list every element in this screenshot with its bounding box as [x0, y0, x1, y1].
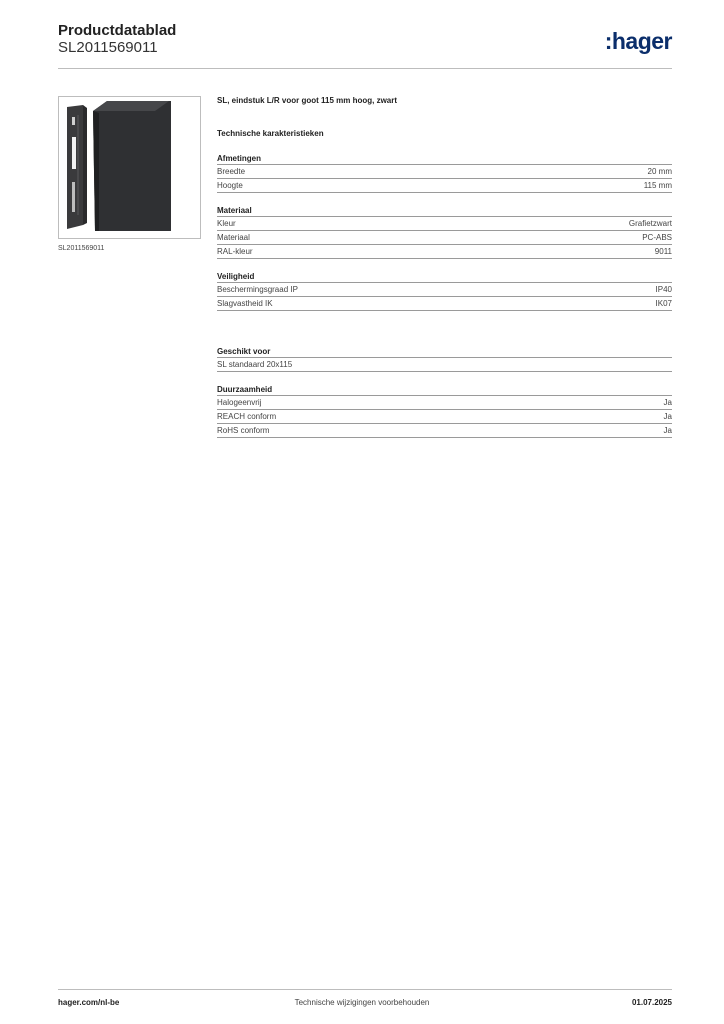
spec-label: Breedte — [217, 167, 246, 176]
section-geschikt-voor — [217, 347, 672, 372]
product-name: SL, eindstuk L/R voor goot 115 mm hoog, zwart — [217, 96, 398, 105]
footer-date: 01.07.2025 — [631, 998, 672, 1007]
spec-label: Hoogte — [217, 181, 243, 190]
spec-value: Ja — [663, 426, 672, 435]
spec-row — [217, 179, 672, 193]
section-title: Afmetingen — [217, 154, 672, 165]
spec-value: 20 mm — [647, 167, 672, 176]
spec-row — [217, 424, 672, 438]
spec-row — [217, 410, 672, 424]
spec-row — [217, 358, 672, 372]
spec-row — [217, 396, 672, 410]
spec-label: Beschermingsgraad IP — [217, 285, 298, 294]
spec-label: REACH conform — [217, 412, 277, 421]
page-header — [58, 22, 672, 69]
hager-logo: :hager — [604, 28, 672, 54]
header-divider — [58, 68, 672, 69]
section-veiligheid — [217, 272, 672, 311]
spec-value: IP40 — [655, 285, 672, 294]
document-title: Productdatablad — [58, 22, 177, 39]
spec-label: SL standaard 20x115 — [217, 360, 293, 369]
spec-row — [217, 283, 672, 297]
spec-label: Halogeenvrij — [217, 398, 262, 407]
technical-characteristics-heading: Technische karakteristieken — [217, 129, 324, 138]
spec-label: RAL-kleur — [217, 247, 253, 256]
section-title: Veiligheid — [217, 272, 672, 283]
spec-value: Grafietzwart — [628, 219, 672, 228]
spec-row — [217, 231, 672, 245]
product-image — [58, 96, 201, 239]
section-duurzaamheid — [217, 385, 672, 438]
spec-label: Kleur — [217, 219, 236, 228]
spec-value: IK07 — [655, 299, 672, 308]
product-details — [217, 96, 672, 438]
spec-row — [217, 245, 672, 259]
section-title: Materiaal — [217, 206, 672, 217]
spec-label: RoHS conform — [217, 426, 270, 435]
image-caption: SL2011569011 — [58, 245, 105, 252]
spec-row — [217, 217, 672, 231]
footer-website[interactable]: hager.com/nl-be — [58, 998, 120, 1007]
spec-value: Ja — [663, 412, 672, 421]
spec-row — [217, 165, 672, 179]
cable-duct-end-cap-image — [59, 97, 200, 238]
spec-label: Slagvastheid IK — [217, 299, 273, 308]
section-title: Geschikt voor — [217, 347, 672, 358]
spec-row — [217, 297, 672, 311]
product-code: SL2011569011 — [58, 39, 158, 56]
section-title: Duurzaamheid — [217, 385, 672, 396]
spec-value: Ja — [663, 398, 672, 407]
footer-divider — [58, 989, 672, 990]
spec-label: Materiaal — [217, 233, 250, 242]
footer-notice: Technische wijzigingen voorbehouden — [294, 998, 430, 1007]
spec-value: PC-ABS — [642, 233, 672, 242]
section-materiaal — [217, 206, 672, 259]
spec-value: 9011 — [654, 247, 672, 256]
logo-text: hager — [611, 28, 672, 54]
spec-value: 115 mm — [643, 181, 672, 190]
section-afmetingen — [217, 154, 672, 193]
